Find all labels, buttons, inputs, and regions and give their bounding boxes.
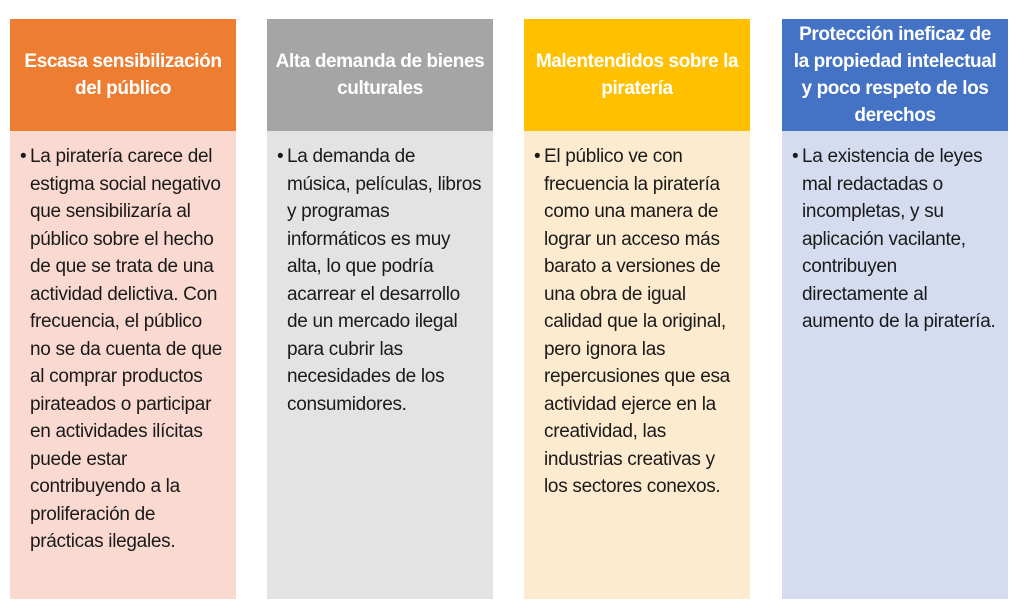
bullet-icon: • <box>792 146 799 167</box>
bullet-text: La existencia de leyes mal redactadas o incompletas, y su aplicación vacilante, contribuyen directamente al aumento de la piratería. <box>802 146 996 332</box>
column-header: Alta demanda de bienes culturales <box>267 19 493 131</box>
column-body <box>10 131 236 599</box>
column-public-awareness <box>10 19 236 599</box>
bullet-item <box>534 143 740 501</box>
bullet-icon: • <box>534 146 541 167</box>
column-body <box>524 131 750 599</box>
bullet-item <box>20 143 226 556</box>
column-body <box>782 131 1008 599</box>
bullet-icon: • <box>277 146 284 167</box>
column-header: Malentendidos sobre la piratería <box>524 19 750 131</box>
bullet-text: La piratería carece del estigma social negativo que sensibilizaría al público sobre el hecho de que se trata de una actividad delictiva. Con frecuencia, el público no se da cuenta de que al comprar productos pirateados o participar en actividades ilícitas puede estar contribuyendo a la proliferación de prácticas ilegales. <box>30 146 223 552</box>
bullet-text: El público ve con frecuencia la piratería como una manera de lograr un acceso más barato a versiones de una obra de igual calidad que la original, pero ignora las repercusiones que esa actividad ejerce en la creatividad, las industrias creativas y los sectores conexos. <box>544 146 730 497</box>
bullet-icon: • <box>20 146 27 167</box>
column-header: Escasa sensibilización del público <box>10 19 236 131</box>
column-header: Protección ineficaz de la propiedad intelectual y poco respeto de los derechos <box>782 19 1008 131</box>
column-ineffective-protection <box>782 19 1008 599</box>
bullet-item <box>277 143 483 418</box>
column-cultural-demand <box>267 19 493 599</box>
bullet-text: La demanda de música, películas, libros y programas informáticos es muy alta, lo que podría acarrear el desarrollo de un mercado ilegal para cubrir las necesidades de los consumidores. <box>287 146 482 415</box>
column-misunderstandings <box>524 19 750 599</box>
bullet-item <box>792 143 998 336</box>
column-body <box>267 131 493 599</box>
